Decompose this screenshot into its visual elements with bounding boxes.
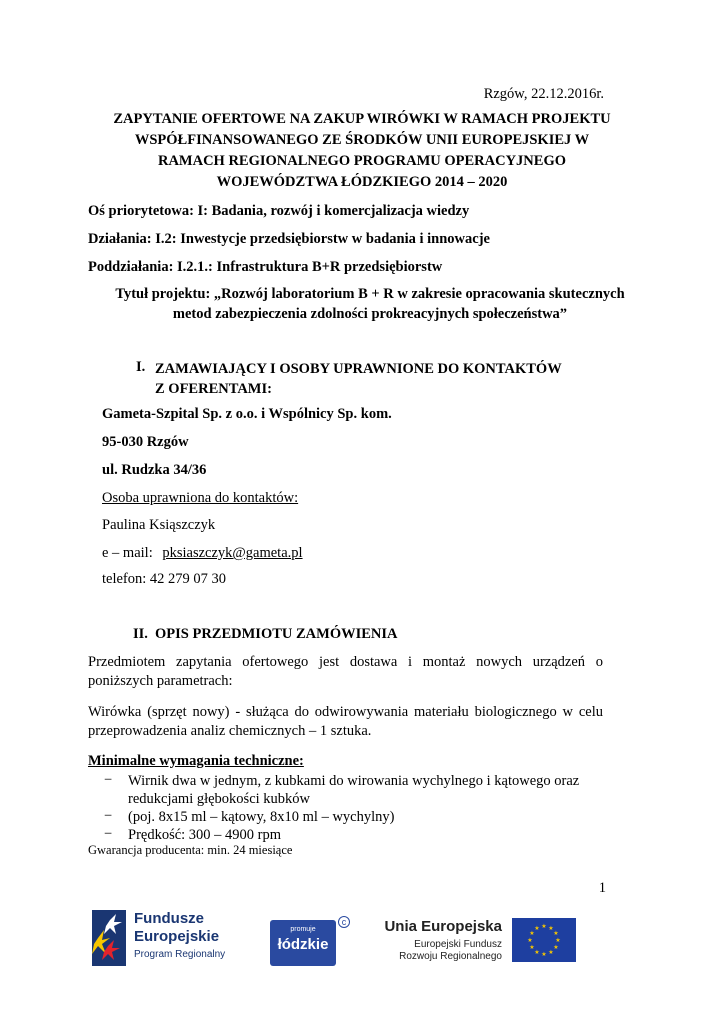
- svg-text:★: ★: [553, 944, 559, 951]
- svg-text:★: ★: [548, 925, 554, 932]
- ue-line3: Rozwoju Regionalnego: [399, 951, 502, 962]
- requirement-item: Prędkość: 300 – 4900 rpm: [128, 827, 282, 843]
- requirements-heading: Minimalne wymagania techniczne:: [88, 753, 304, 769]
- svg-text:★: ★: [529, 930, 535, 937]
- street: ul. Rudzka 34/36: [102, 462, 207, 478]
- project-title-line: metod zabezpieczenia zdolności prokreacyjnych społeczeństwa”: [172, 306, 568, 322]
- action: Działania: I.2: Inwestycje przedsiębiorstw w badania i innowacje: [88, 231, 490, 247]
- eu-flag-icon: [512, 918, 576, 962]
- email-link[interactable]: pksiaszczyk@gameta.pl: [162, 545, 303, 561]
- document-title: [60, 109, 664, 193]
- svg-text:★: ★: [548, 949, 554, 956]
- warranty-note: Gwarancja producenta: min. 24 miesiące: [88, 843, 293, 857]
- fundusze-europejskie-logo: [90, 908, 240, 970]
- svg-text:★: ★: [541, 951, 547, 958]
- fe-line1: Fundusze: [134, 910, 204, 927]
- requirement-item: Wirnik dwa w jednym, z kubkami do wirowania wychylnego i kątowego oraz: [128, 773, 580, 789]
- page-number: 1: [598, 880, 606, 896]
- bullet-mark: −: [104, 826, 113, 842]
- requirement-item: redukcjami głębokości kubków: [128, 791, 311, 807]
- copyright-icon: c: [338, 916, 350, 928]
- email-label: e – mail:: [102, 545, 153, 561]
- svg-text:★: ★: [529, 944, 535, 951]
- svg-text:★: ★: [534, 949, 540, 956]
- svg-text:★: ★: [553, 930, 559, 937]
- promuje-lodzkie-logo: [270, 916, 350, 966]
- lodz-small-text: promuje: [290, 926, 316, 933]
- ue-line1: Unia Europejska: [384, 918, 502, 935]
- fe-line3: Program Regionalny: [134, 949, 226, 960]
- priority-axis: Oś priorytetowa: I: Badania, rozwój i komercjalizacja wiedzy: [88, 203, 470, 219]
- project-title: [70, 284, 670, 324]
- fe-stars-icon: [90, 908, 130, 968]
- svg-text:★: ★: [534, 925, 540, 932]
- company-name: Gameta-Szpital Sp. z o.o. i Wspólnicy Sp. kom.: [102, 406, 392, 422]
- email-row: [102, 545, 303, 562]
- title-line: RAMACH REGIONALNEGO PROGRAMU OPERACYJNEGO: [157, 153, 566, 169]
- lodz-big-text: łódzkie: [277, 936, 329, 953]
- title-line: WSPÓŁFINANSOWANEGO ZE ŚRODKÓW UNII EUROPEJSKIEJ W: [134, 132, 590, 148]
- eu-stars-icon: [512, 918, 576, 962]
- requirement-item: (poj. 8x15 ml – kątowy, 8x10 ml – wychylny): [128, 809, 395, 825]
- section-number: II.: [133, 626, 148, 642]
- ue-line2: Europejski Fundusz: [414, 939, 502, 950]
- title-line: WOJEWÓDZTWA ŁÓDZKIEGO 2014 – 2020: [216, 174, 508, 190]
- project-title-line: Tytuł projektu: „Rozwój laboratorium B + R w zakresie opracowania skutecznych: [115, 286, 625, 302]
- section-number: I.: [136, 359, 146, 375]
- phone: telefon: 42 279 07 30: [102, 571, 227, 587]
- postcode: 95-030 Rzgów: [102, 434, 189, 450]
- contact-label: Osoba uprawniona do kontaktów:: [102, 490, 299, 506]
- svg-text:★: ★: [555, 937, 561, 944]
- section-heading: OPIS PRZEDMIOTU ZAMÓWIENIA: [155, 626, 398, 642]
- bullet-mark: −: [104, 808, 113, 824]
- section-heading-line: Z OFERENTAMI:: [155, 381, 272, 397]
- svg-text:★: ★: [541, 923, 547, 930]
- unia-europejska-logo: [384, 916, 580, 970]
- document-date: Rzgów, 22.12.2016r.: [483, 86, 604, 102]
- sub-action: Poddziałania: I.2.1.: Infrastruktura B+R przedsiębiorstw: [88, 259, 443, 275]
- section-heading-line: ZAMAWIAJĄCY I OSOBY UPRAWNIONE DO KONTAKTÓW: [155, 361, 562, 377]
- section-heading: [155, 359, 562, 399]
- fe-line2: Europejskie: [134, 928, 220, 945]
- title-line: ZAPYTANIE OFERTOWE NA ZAKUP WIRÓWKI W RAMACH PROJEKTU: [113, 111, 611, 127]
- device-paragraph: Wirówka (sprzęt nowy) - służąca do odwirowywania materiału biologicznego w celu przeprowadzenia analiz chemicznych – 1 sztuka.: [88, 704, 603, 739]
- svg-text:★: ★: [527, 937, 533, 944]
- contact-name: Paulina Ksiąszczyk: [102, 517, 216, 533]
- intro-paragraph: Przedmiotem zapytania ofertowego jest dostawa i montaż nowych urządzeń o poniższych parametrach:: [88, 654, 603, 689]
- bullet-mark: −: [104, 772, 113, 788]
